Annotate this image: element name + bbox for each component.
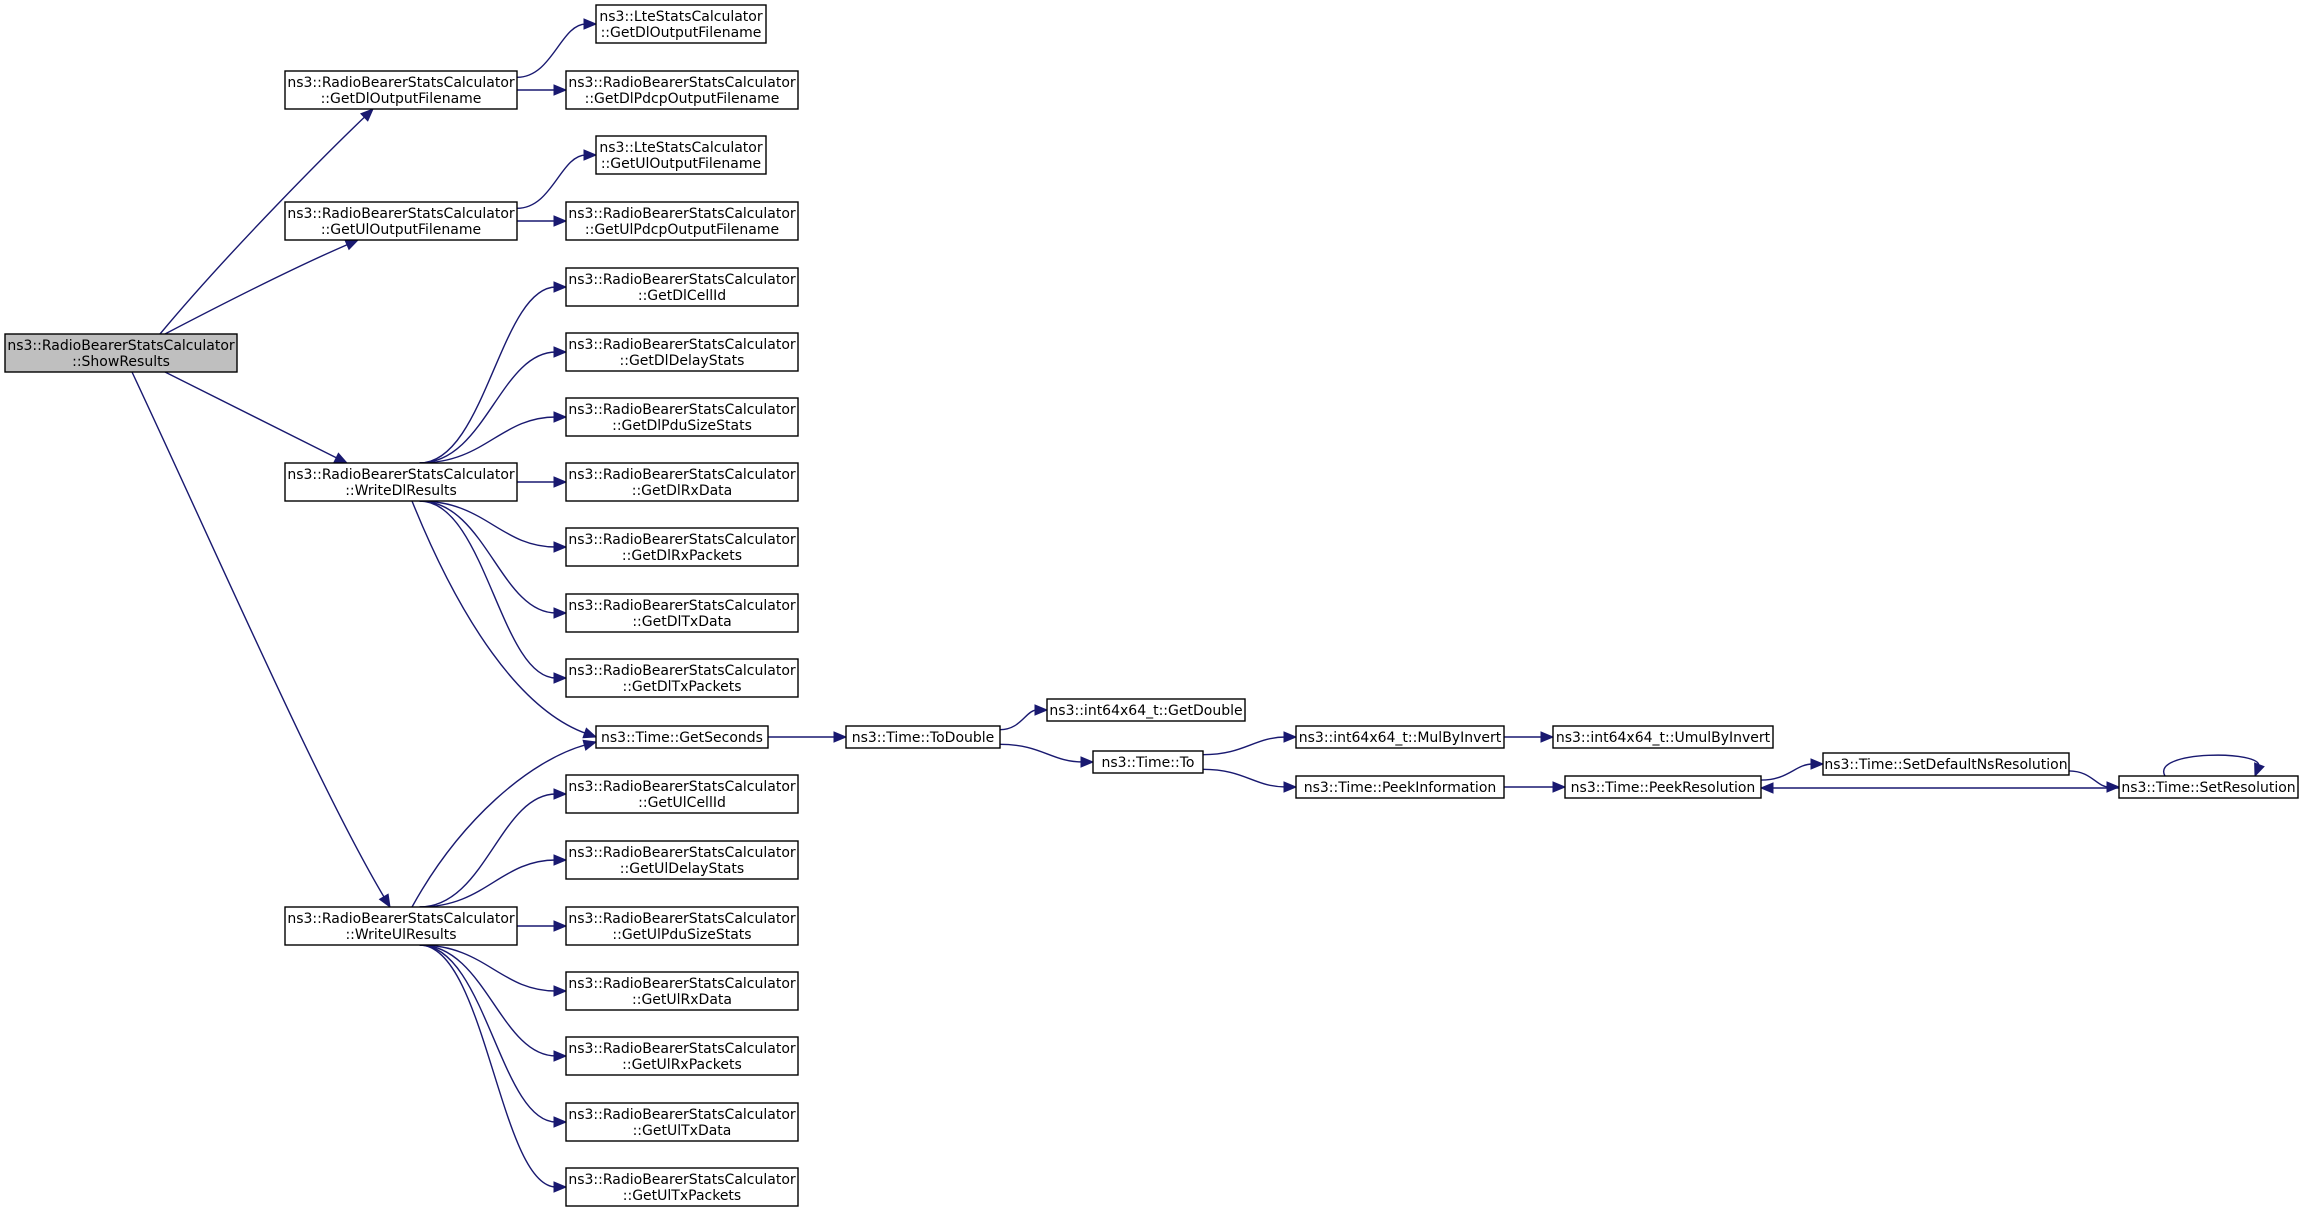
arrowhead bbox=[554, 986, 566, 996]
node-dltxpackets[interactable] bbox=[566, 659, 798, 697]
arrowhead bbox=[1035, 705, 1047, 715]
edge-line bbox=[420, 860, 556, 907]
edge-getuloutput-to-lte_uloutput bbox=[517, 150, 596, 208]
node-getdouble[interactable] bbox=[1047, 699, 1245, 721]
node-lte_uloutput[interactable] bbox=[596, 136, 766, 174]
node-label-line: ::ShowResults bbox=[72, 354, 170, 370]
edge-line bbox=[420, 501, 556, 613]
arrowhead bbox=[554, 412, 566, 422]
node-label-line: ns3::RadioBearerStatsCalculator bbox=[568, 1107, 796, 1123]
node-umulbyinvert[interactable] bbox=[1553, 726, 1773, 748]
node-label-line: ::GetDlTxData bbox=[632, 614, 732, 630]
edge-line bbox=[165, 244, 349, 334]
node-label-line: ns3::RadioBearerStatsCalculator bbox=[287, 467, 515, 483]
arrowhead bbox=[1553, 782, 1565, 792]
node-writeul[interactable] bbox=[285, 907, 517, 945]
node-label-line: ns3::RadioBearerStatsCalculator bbox=[7, 338, 235, 354]
edges-layer bbox=[132, 19, 2264, 1192]
node-label-line: ::GetUlOutputFilename bbox=[600, 156, 762, 172]
node-to[interactable] bbox=[1093, 751, 1203, 773]
node-label-line: ns3::Time::SetDefaultNsResolution bbox=[1824, 757, 2068, 773]
node-label-line: ns3::RadioBearerStatsCalculator bbox=[568, 337, 796, 353]
edge-to-to-mulbyinvert bbox=[1203, 732, 1296, 755]
node-label-line: ns3::Time::PeekResolution bbox=[1570, 780, 1756, 796]
arrowhead bbox=[554, 1182, 566, 1192]
edge-line bbox=[420, 501, 556, 678]
node-label-line: ns3::RadioBearerStatsCalculator bbox=[568, 1172, 796, 1188]
edge-line bbox=[420, 945, 556, 1187]
edge-getuloutput-to-ulpdcp bbox=[517, 216, 566, 226]
edge-line bbox=[1203, 737, 1286, 755]
node-getuloutput[interactable] bbox=[285, 202, 517, 240]
node-label-line: ns3::RadioBearerStatsCalculator bbox=[287, 75, 515, 91]
node-label-line: ns3::RadioBearerStatsCalculator bbox=[568, 598, 796, 614]
arrowhead bbox=[554, 855, 566, 865]
arrowhead bbox=[1811, 759, 1823, 769]
edge-line bbox=[132, 372, 385, 898]
arrowhead bbox=[554, 673, 566, 683]
arrowhead bbox=[380, 894, 390, 907]
edge-todouble-to-to bbox=[1000, 744, 1093, 767]
arrowhead bbox=[834, 732, 846, 742]
edge-line bbox=[2164, 755, 2259, 776]
node-label-line: ::GetUlRxData bbox=[632, 992, 732, 1008]
node-peekres[interactable] bbox=[1565, 776, 1761, 798]
node-dlpdu[interactable] bbox=[566, 398, 798, 436]
node-label-line: ::GetUlDelayStats bbox=[619, 861, 745, 877]
edge-line bbox=[420, 945, 556, 1056]
node-label-line: ns3::Time::SetResolution bbox=[2121, 780, 2296, 796]
arrowhead bbox=[2107, 782, 2119, 792]
node-todouble[interactable] bbox=[846, 726, 1000, 748]
node-label-line: ns3::int64x64_t::UmulByInvert bbox=[1555, 730, 1771, 746]
node-label-line: ns3::RadioBearerStatsCalculator bbox=[568, 467, 796, 483]
node-label-line: ns3::int64x64_t::MulByInvert bbox=[1298, 730, 1502, 746]
edge-writedl-to-dldelay bbox=[420, 347, 566, 463]
edge-writeul-to-getseconds bbox=[412, 740, 596, 907]
edge-line bbox=[1000, 710, 1037, 730]
node-getseconds[interactable] bbox=[596, 726, 768, 748]
edge-line bbox=[165, 372, 338, 459]
node-dltxdata[interactable] bbox=[566, 594, 798, 632]
node-label-line: ns3::RadioBearerStatsCalculator bbox=[568, 976, 796, 992]
node-dlcellid[interactable] bbox=[566, 268, 798, 306]
arrowhead bbox=[554, 542, 566, 552]
node-lte_dloutput[interactable] bbox=[596, 5, 766, 43]
edge-getseconds-to-todouble bbox=[768, 732, 846, 742]
node-peekinfo[interactable] bbox=[1296, 776, 1504, 798]
edge-line bbox=[2069, 771, 2109, 787]
node-label-line: ns3::RadioBearerStatsCalculator bbox=[287, 206, 515, 222]
node-label-line: ::WriteDlResults bbox=[345, 483, 457, 499]
arrowhead bbox=[1284, 782, 1296, 792]
edge-line bbox=[412, 745, 586, 907]
edge-writedl-to-dlrxdata bbox=[517, 477, 566, 487]
node-label-line: ::GetUlPduSizeStats bbox=[612, 927, 752, 943]
edge-line bbox=[517, 24, 586, 77]
edge-setres-to-peekres bbox=[1761, 783, 2119, 793]
arrowhead bbox=[584, 150, 596, 160]
node-label-line: ns3::LteStatsCalculator bbox=[599, 140, 763, 156]
edge-getdloutput-to-dlpdcp bbox=[517, 85, 566, 95]
arrowhead bbox=[583, 728, 596, 737]
edge-showresults-to-writedl bbox=[165, 372, 347, 463]
edge-line bbox=[1203, 769, 1286, 787]
arrowhead bbox=[554, 921, 566, 931]
edge-to-to-peekinfo bbox=[1203, 769, 1296, 792]
edge-writedl-to-dltxpackets bbox=[420, 501, 566, 683]
node-label-line: ::WriteUlResults bbox=[345, 927, 457, 943]
node-label-line: ns3::RadioBearerStatsCalculator bbox=[287, 911, 515, 927]
arrowhead bbox=[554, 216, 566, 226]
node-dlrxdata[interactable] bbox=[566, 463, 798, 501]
edge-peekinfo-to-peekres bbox=[1504, 782, 1565, 792]
edge-peekres-to-setdefaultns bbox=[1761, 759, 1823, 780]
arrowhead bbox=[345, 240, 358, 249]
edge-mulbyinvert-to-umulbyinvert bbox=[1504, 732, 1553, 742]
arrowhead bbox=[1761, 783, 1773, 793]
node-label-line: ns3::Time::To bbox=[1101, 755, 1195, 771]
node-label-line: ::GetUlOutputFilename bbox=[320, 222, 482, 238]
arrowhead bbox=[554, 85, 566, 95]
edge-line bbox=[420, 945, 556, 1122]
arrowhead bbox=[1541, 732, 1553, 742]
edge-getdloutput-to-lte_dloutput bbox=[517, 19, 596, 77]
edge-setres-to-setres bbox=[2164, 755, 2264, 776]
arrowhead bbox=[554, 477, 566, 487]
arrowhead bbox=[584, 19, 596, 29]
node-label-line: ::GetUlCellId bbox=[638, 795, 726, 811]
edge-line bbox=[1000, 744, 1083, 762]
edge-writedl-to-dlcellid bbox=[420, 282, 566, 463]
node-label-line: ::GetDlPduSizeStats bbox=[612, 418, 752, 434]
node-label-line: ::GetDlPdcpOutputFilename bbox=[584, 91, 780, 107]
edge-writedl-to-dltxdata bbox=[420, 501, 566, 618]
edge-line bbox=[420, 794, 556, 907]
node-label-line: ns3::Time::PeekInformation bbox=[1303, 780, 1497, 796]
arrowhead bbox=[1284, 732, 1296, 742]
edge-writeul-to-ulcellid bbox=[420, 789, 566, 907]
node-label-line: ::GetDlDelayStats bbox=[619, 353, 745, 369]
edge-line bbox=[517, 155, 586, 208]
arrowhead bbox=[554, 282, 566, 292]
node-label-line: ns3::RadioBearerStatsCalculator bbox=[568, 532, 796, 548]
node-setdefaultns[interactable] bbox=[1823, 753, 2069, 775]
edge-writeul-to-uldelay bbox=[420, 855, 566, 907]
node-dldelay[interactable] bbox=[566, 333, 798, 371]
node-label-line: ns3::RadioBearerStatsCalculator bbox=[568, 663, 796, 679]
arrowhead bbox=[1081, 757, 1093, 767]
edge-todouble-to-getdouble bbox=[1000, 705, 1047, 730]
node-mulbyinvert[interactable] bbox=[1296, 726, 1504, 748]
node-label-line: ns3::RadioBearerStatsCalculator bbox=[568, 75, 796, 91]
node-label-line: ns3::RadioBearerStatsCalculator bbox=[568, 779, 796, 795]
node-label-line: ns3::RadioBearerStatsCalculator bbox=[568, 1041, 796, 1057]
node-label-line: ::GetUlTxPackets bbox=[622, 1188, 742, 1204]
node-label-line: ::GetUlPdcpOutputFilename bbox=[584, 222, 780, 238]
node-showresults[interactable] bbox=[5, 334, 237, 372]
edge-writeul-to-ulrxpackets bbox=[420, 945, 566, 1061]
edge-writeul-to-ultxdata bbox=[420, 945, 566, 1127]
node-label-line: ns3::RadioBearerStatsCalculator bbox=[568, 272, 796, 288]
edge-showresults-to-getuloutput bbox=[165, 240, 358, 334]
edge-line bbox=[420, 287, 556, 463]
node-ulpdcp[interactable] bbox=[566, 202, 798, 240]
node-label-line: ::GetDlRxData bbox=[631, 483, 733, 499]
edge-line bbox=[412, 501, 587, 734]
node-label-line: ::GetUlRxPackets bbox=[622, 1057, 742, 1073]
node-dlrxpackets[interactable] bbox=[566, 528, 798, 566]
edge-setdefaultns-to-setres bbox=[2069, 771, 2119, 792]
arrowhead bbox=[554, 1051, 566, 1061]
arrowhead bbox=[554, 1117, 566, 1127]
node-label-line: ns3::RadioBearerStatsCalculator bbox=[568, 206, 796, 222]
node-dlpdcp[interactable] bbox=[566, 71, 798, 109]
edge-showresults-to-writeul bbox=[132, 372, 390, 907]
node-label-line: ::GetUlTxData bbox=[632, 1123, 732, 1139]
edge-line bbox=[420, 352, 556, 463]
node-label-line: ::GetDlRxPackets bbox=[621, 548, 743, 564]
arrowhead bbox=[583, 740, 596, 750]
node-label-line: ::GetDlTxPackets bbox=[622, 679, 742, 695]
edge-writeul-to-ulpdu bbox=[517, 921, 566, 931]
arrowhead bbox=[334, 453, 347, 463]
node-label-line: ::GetDlCellId bbox=[637, 288, 727, 304]
edge-writeul-to-ultxpackets bbox=[420, 945, 566, 1192]
node-label-line: ns3::RadioBearerStatsCalculator bbox=[568, 402, 796, 418]
arrowhead bbox=[554, 347, 566, 357]
node-label-line: ns3::int64x64_t::GetDouble bbox=[1049, 703, 1243, 719]
node-uldelay[interactable] bbox=[566, 841, 798, 879]
node-getdloutput[interactable] bbox=[285, 71, 517, 109]
arrowhead bbox=[2255, 763, 2264, 776]
node-label-line: ::GetDlOutputFilename bbox=[320, 91, 482, 107]
nodes-layer bbox=[5, 5, 2298, 1206]
node-ulrxdata[interactable] bbox=[566, 972, 798, 1010]
node-ulcellid[interactable] bbox=[566, 775, 798, 813]
arrowhead bbox=[554, 789, 566, 799]
node-label-line: ::GetDlOutputFilename bbox=[600, 25, 762, 41]
node-ultxdata[interactable] bbox=[566, 1103, 798, 1141]
node-label-line: ns3::RadioBearerStatsCalculator bbox=[568, 911, 796, 927]
node-label-line: ns3::Time::ToDouble bbox=[851, 730, 995, 746]
node-ulrxpackets[interactable] bbox=[566, 1037, 798, 1075]
node-label-line: ns3::LteStatsCalculator bbox=[599, 9, 763, 25]
edge-line bbox=[1761, 764, 1813, 780]
node-label-line: ns3::RadioBearerStatsCalculator bbox=[568, 845, 796, 861]
node-ulpdu[interactable] bbox=[566, 907, 798, 945]
node-ultxpackets[interactable] bbox=[566, 1168, 798, 1206]
node-setres[interactable] bbox=[2119, 776, 2298, 798]
node-label-line: ns3::Time::GetSeconds bbox=[601, 730, 763, 746]
arrowhead bbox=[554, 608, 566, 618]
node-writedl[interactable] bbox=[285, 463, 517, 501]
